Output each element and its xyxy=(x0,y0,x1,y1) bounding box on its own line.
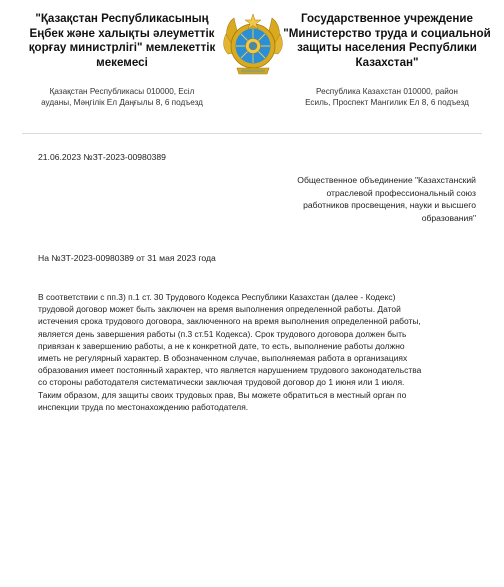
body-line: со стороны работодателя систематически заключая трудовой договор до 1 июня или 1 июля. xyxy=(38,377,405,388)
body-line: трудовой договор может быть заключен на время выполнения определенной работы. Датой xyxy=(38,304,401,315)
body-line: инспекции труда по местонахождению работодателя. xyxy=(38,401,249,412)
org-name-kazakh xyxy=(22,12,222,70)
org-name-line: Государственное учреждение xyxy=(301,12,473,25)
recipient-line: работников просвещения, науки и высшего xyxy=(303,200,476,211)
recipient-block xyxy=(266,174,476,224)
org-name-line: "Қазақстан Республикасының xyxy=(35,12,209,25)
state-emblem-icon xyxy=(220,10,286,80)
address-line: Есиль, Проспект Мангилик Ел 8, 6 подъезд xyxy=(305,98,469,107)
header-divider xyxy=(22,133,482,134)
address-line: Республика Казахстан 010000, район xyxy=(316,87,458,96)
org-name-line: қорғау министрлігі" мемлекеттік xyxy=(28,41,216,54)
address-line: Қазақстан Республикасы 010000, Есіл xyxy=(49,87,195,96)
header-kazakh xyxy=(22,12,222,108)
org-name-line: мекемесі xyxy=(96,55,148,69)
letter-body xyxy=(38,291,478,413)
body-line: является день завершения работы (п.3 ст.51 Кодекса). Срок трудового договора должен быть xyxy=(38,328,407,339)
address-kazakh xyxy=(22,86,222,108)
body-line: истечения срока трудового договора, заключенного на время выполнения определенной работы, xyxy=(38,316,421,327)
body-line: образования имеет постоянный характер, что является нарушением трудового законодательства xyxy=(38,365,422,376)
body-line: Таким образом, для защиты своих трудовых прав, Вы можете обратиться в местный орган по xyxy=(38,389,407,400)
org-name-line: Казахстан" xyxy=(355,55,419,69)
reference-line: На №ЗТ-2023-00980389 от 31 мая 2023 года xyxy=(38,253,216,263)
org-name-line: "Министерство труда и социальной xyxy=(283,26,491,40)
body-line: привязан к завершению работы, а не к конкретной дате, то есть, выполнение работы должно xyxy=(38,340,405,351)
recipient-line: образования" xyxy=(421,212,476,223)
header-russian xyxy=(282,12,492,108)
org-name-line: защиты населения Республики xyxy=(297,41,477,54)
address-russian xyxy=(282,86,492,108)
org-name-line: Еңбек және халықты әлеуметтік xyxy=(29,26,215,40)
body-line: В соответствии с пп.3) п.1 ст. 30 Трудового Кодекса Республики Казахстан (далее - Кодекс) xyxy=(38,292,396,302)
org-name-russian xyxy=(282,12,492,70)
recipient-line: отраслевой профессиональный союз xyxy=(326,187,476,198)
recipient-line: Общественное объединение "Казахстанский xyxy=(297,175,476,185)
document-number: 21.06.2023 №ЗТ-2023-00980389 xyxy=(38,152,166,162)
body-line: иметь не регулярный характер. В обозначенном случае, выполняемая работа в организациях xyxy=(38,353,408,364)
address-line: ауданы, Мәңгілік Ел Даңғылы 8, 6 подъезд xyxy=(41,98,203,107)
